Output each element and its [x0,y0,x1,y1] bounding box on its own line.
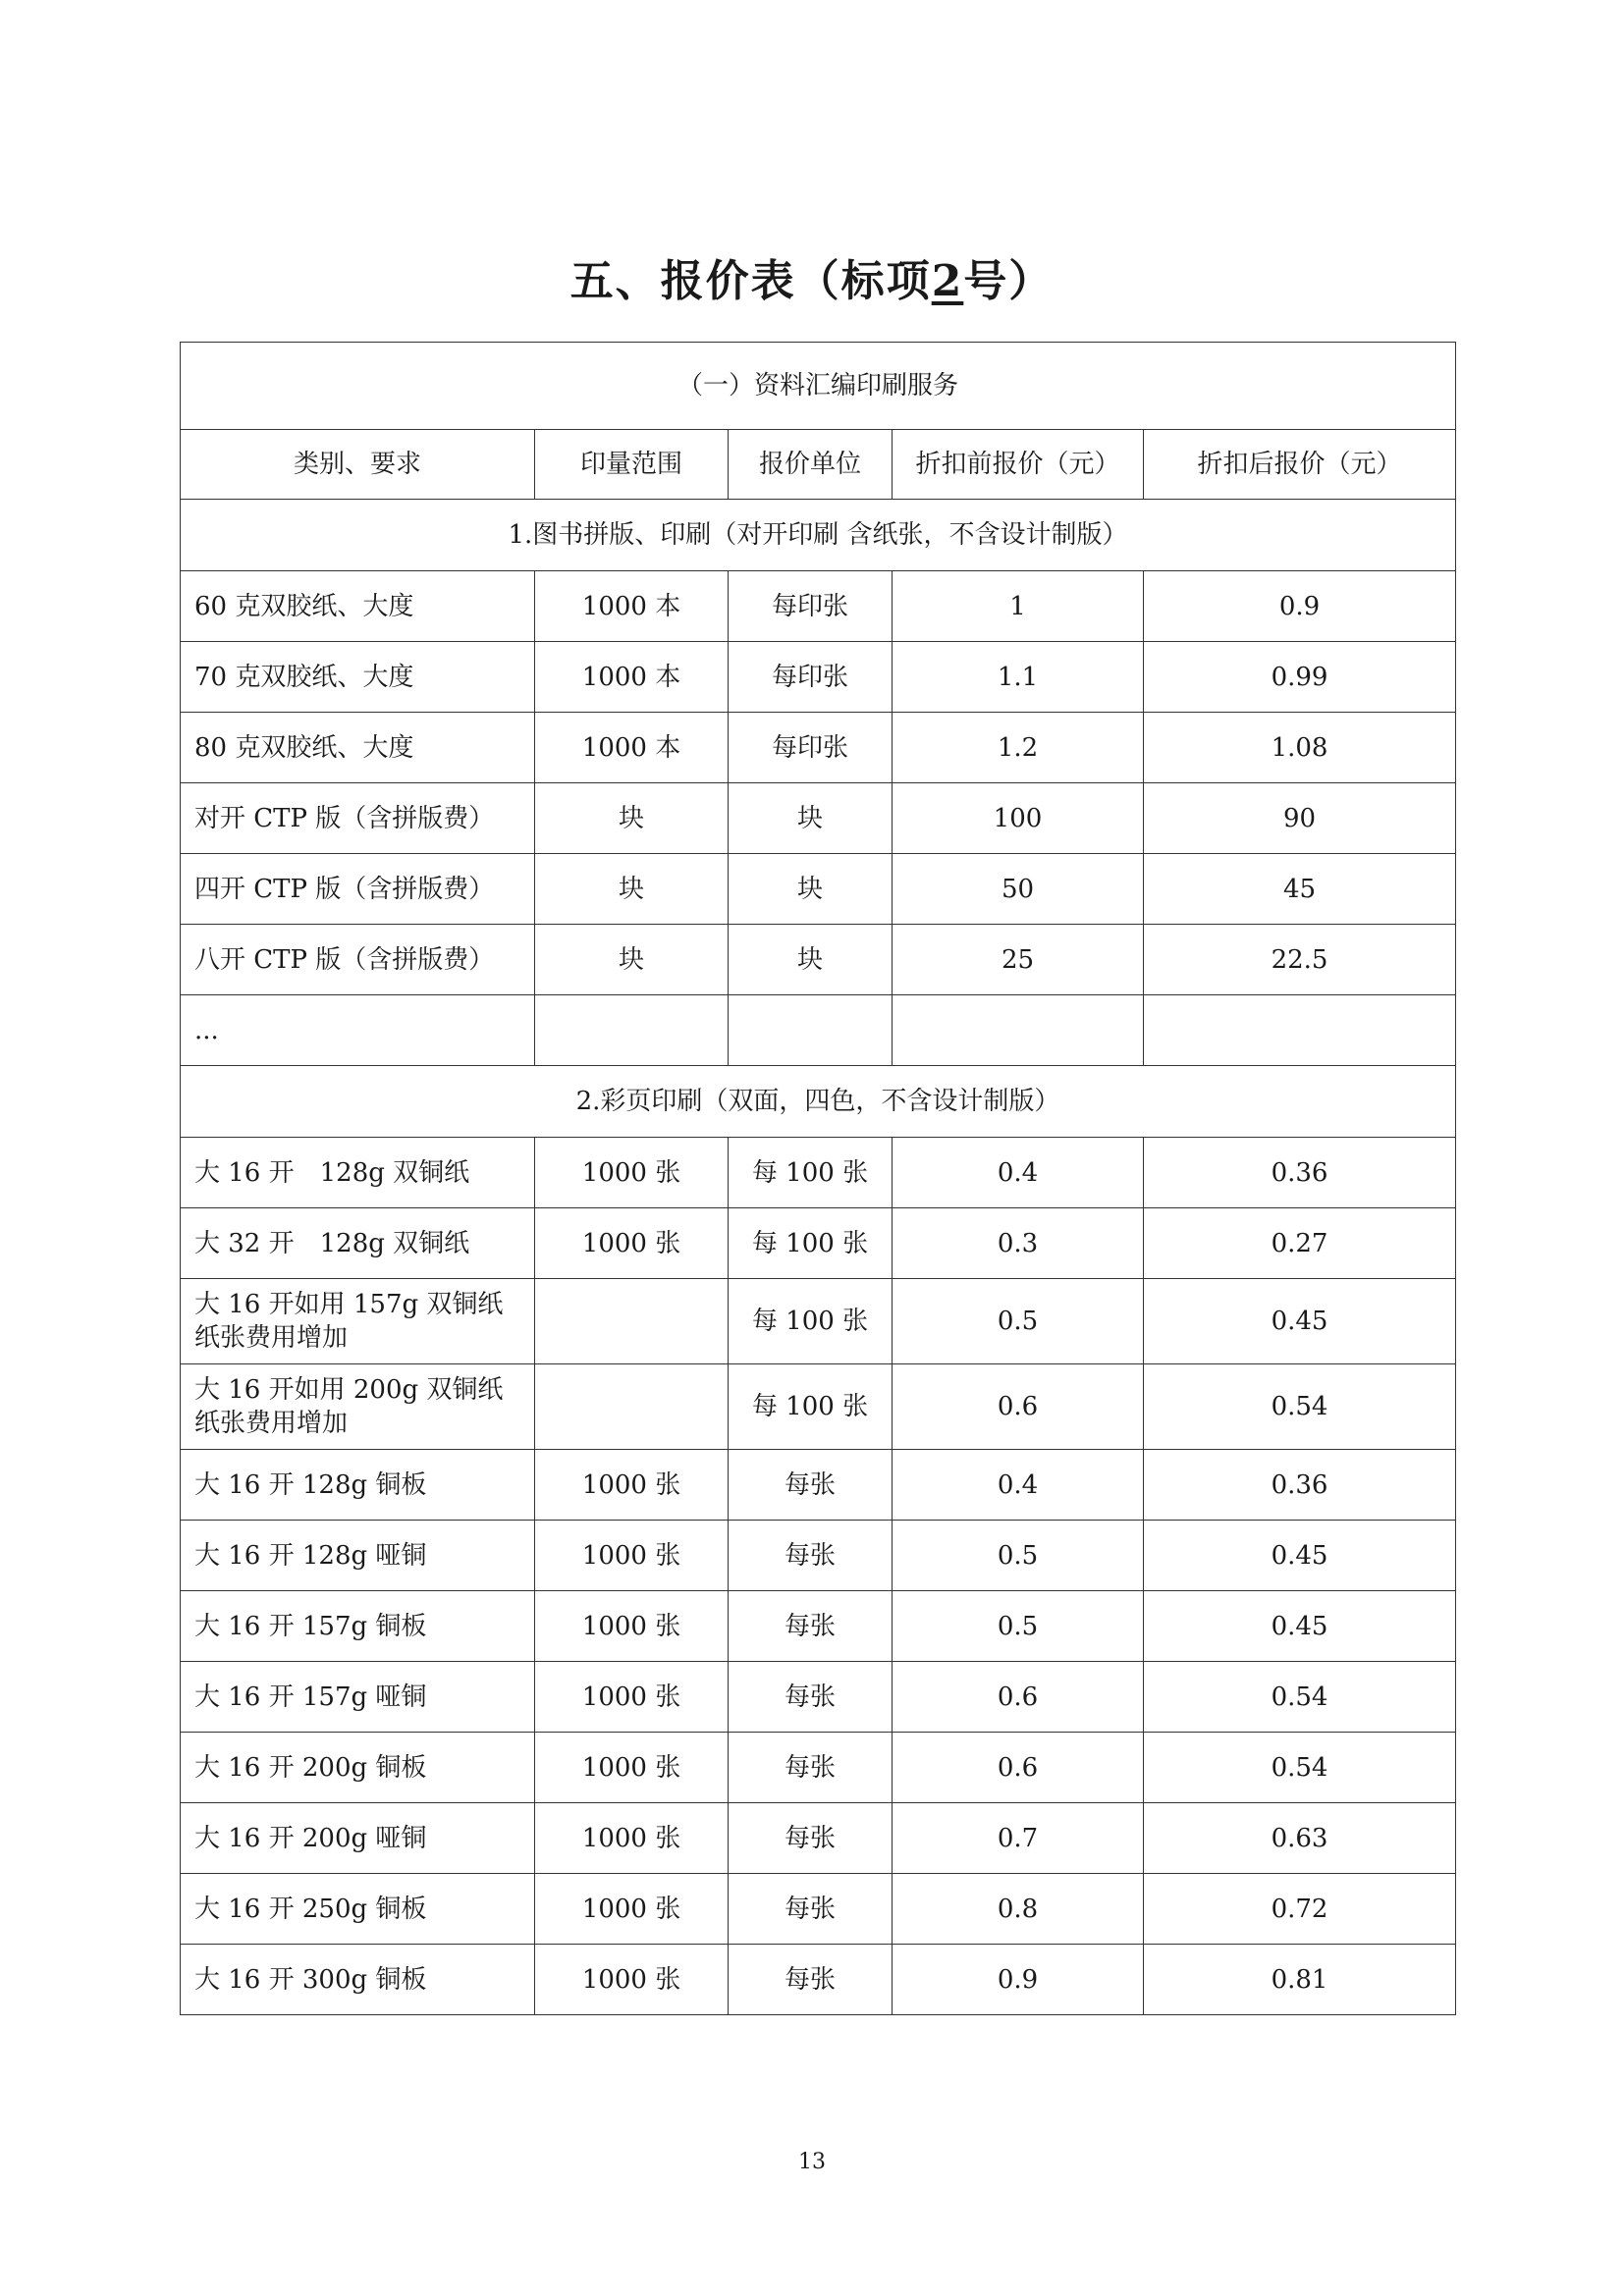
header-quantity: 印量范围 [535,430,729,500]
table-row [181,1591,1456,1662]
cell-quantity: 块 [535,925,729,995]
cell-unit: 每张 [729,1521,893,1591]
table-row [181,995,1456,1066]
cell-unit: 块 [729,925,893,995]
cell-price-before: 0.5 [893,1279,1144,1364]
cell-price-before: 0.6 [893,1733,1144,1803]
cell-unit: 每张 [729,1874,893,1945]
cell-price-after: 0.72 [1144,1874,1456,1945]
table-row [181,1874,1456,1945]
cell-category: 大 16 开 157g 铜板 [181,1591,535,1662]
cell-price-after: 0.54 [1144,1733,1456,1803]
cell-quantity: 1000 张 [535,1450,729,1521]
table-row [181,642,1456,713]
cell-price-after: 0.63 [1144,1803,1456,1874]
quote-table [180,342,1456,2015]
cell-price-before: 1 [893,571,1144,642]
cell-category: 大 16 开如用 157g 双铜纸纸张费用增加 [181,1279,535,1364]
cell-category: 大 16 开 200g 铜板 [181,1733,535,1803]
cell-price-after: 0.45 [1144,1279,1456,1364]
cell-unit: 每印张 [729,713,893,783]
table-row [181,1521,1456,1591]
cell-price-before: 100 [893,783,1144,854]
cell-quantity: 1000 本 [535,713,729,783]
cell-quantity: 1000 本 [535,642,729,713]
cell-quantity: 1000 张 [535,1521,729,1591]
cell-category: 对开 CTP 版（含拼版费） [181,783,535,854]
cell-quantity: 1000 张 [535,1208,729,1279]
cell-price-after: 1.08 [1144,713,1456,783]
cell-category: 大 16 开 128g 哑铜 [181,1521,535,1591]
cell-price-after: 22.5 [1144,925,1456,995]
cell-category: 大 16 开 250g 铜板 [181,1874,535,1945]
cell-price-before: 0.9 [893,1945,1144,2015]
cell-price-before: 0.5 [893,1591,1144,1662]
cell-unit: 每张 [729,1662,893,1733]
group-book-printing: 1.图书拼版、印刷（对开印刷 含纸张，不含设计制版） [181,500,1456,571]
cell-unit: 块 [729,783,893,854]
cell-unit: 每 100 张 [729,1208,893,1279]
cell-price-after: 0.27 [1144,1208,1456,1279]
cell-unit: 每印张 [729,571,893,642]
cell-price-before: 0.4 [893,1138,1144,1208]
title-number: 2 [931,256,964,306]
table-row [181,1803,1456,1874]
cell-price-after: 45 [1144,854,1456,925]
table-row [181,854,1456,925]
cell-price-before: 0.7 [893,1803,1144,1874]
table-row [181,1279,1456,1364]
cell-quantity: 1000 张 [535,1874,729,1945]
cell-price-before: 50 [893,854,1144,925]
cell-unit: 块 [729,854,893,925]
title-prefix: 五、报价表（标项 [569,256,932,306]
cell-price-after: 0.36 [1144,1138,1456,1208]
cell-price-after: 0.9 [1144,571,1456,642]
cell-category: 大 16 开 200g 哑铜 [181,1803,535,1874]
cell-category: 大 16 开 128g 双铜纸 [181,1138,535,1208]
page-number: 13 [798,2150,826,2174]
section-title: （一）资料汇编印刷服务 [181,343,1456,430]
header-unit: 报价单位 [729,430,893,500]
page-title [0,245,1624,308]
cell-price-before: 1.2 [893,713,1144,783]
header-category: 类别、要求 [181,430,535,500]
cell-unit: 每张 [729,1591,893,1662]
cell-unit: 每 100 张 [729,1364,893,1450]
cell-category: 80 克双胶纸、大度 [181,713,535,783]
cell-price-before: 0.5 [893,1521,1144,1591]
cell-category: 大 16 开 300g 铜板 [181,1945,535,2015]
table-row [181,713,1456,783]
cell-quantity: 1000 张 [535,1945,729,2015]
cell-category: 八开 CTP 版（含拼版费） [181,925,535,995]
title-suffix: 号） [963,256,1055,306]
cell-category: ... [181,995,535,1066]
cell-quantity: 1000 张 [535,1803,729,1874]
cell-category: 大 16 开 157g 哑铜 [181,1662,535,1733]
cell-unit: 每张 [729,1803,893,1874]
table-row [181,1138,1456,1208]
cell-price-before [893,995,1144,1066]
cell-quantity: 1000 张 [535,1138,729,1208]
cell-quantity: 1000 张 [535,1733,729,1803]
cell-price-before: 0.6 [893,1662,1144,1733]
cell-quantity [535,995,729,1066]
cell-price-before: 0.4 [893,1450,1144,1521]
table-row [181,1945,1456,2015]
cell-category: 70 克双胶纸、大度 [181,642,535,713]
cell-price-after: 0.45 [1144,1591,1456,1662]
cell-unit [729,995,893,1066]
cell-price-before: 25 [893,925,1144,995]
cell-price-after: 90 [1144,783,1456,854]
cell-quantity [535,1364,729,1450]
cell-category: 四开 CTP 版（含拼版费） [181,854,535,925]
table-row [181,1662,1456,1733]
table-row [181,1450,1456,1521]
cell-unit: 每张 [729,1945,893,2015]
cell-price-after [1144,995,1456,1066]
cell-unit: 每 100 张 [729,1138,893,1208]
cell-price-after: 0.99 [1144,642,1456,713]
cell-category: 大 16 开 128g 铜板 [181,1450,535,1521]
group-color-printing: 2.彩页印刷（双面，四色，不含设计制版） [181,1066,1456,1138]
cell-category: 大 16 开如用 200g 双铜纸纸张费用增加 [181,1364,535,1450]
cell-price-before: 1.1 [893,642,1144,713]
cell-quantity [535,1279,729,1364]
cell-unit: 每印张 [729,642,893,713]
cell-price-after: 0.45 [1144,1521,1456,1591]
cell-quantity: 1000 张 [535,1662,729,1733]
table-row [181,783,1456,854]
cell-quantity: 块 [535,854,729,925]
table-row [181,1208,1456,1279]
table-row [181,925,1456,995]
table-row [181,1733,1456,1803]
cell-quantity: 块 [535,783,729,854]
cell-price-after: 0.36 [1144,1450,1456,1521]
cell-price-after: 0.81 [1144,1945,1456,2015]
cell-price-after: 0.54 [1144,1364,1456,1450]
table-row [181,1364,1456,1450]
header-price-after: 折扣后报价（元） [1144,430,1456,500]
cell-price-after: 0.54 [1144,1662,1456,1733]
cell-unit: 每 100 张 [729,1279,893,1364]
cell-price-before: 0.8 [893,1874,1144,1945]
cell-price-before: 0.3 [893,1208,1144,1279]
header-price-before: 折扣前报价（元） [893,430,1144,500]
cell-quantity: 1000 本 [535,571,729,642]
cell-unit: 每张 [729,1450,893,1521]
cell-category: 60 克双胶纸、大度 [181,571,535,642]
cell-price-before: 0.6 [893,1364,1144,1450]
cell-category: 大 32 开 128g 双铜纸 [181,1208,535,1279]
cell-quantity: 1000 张 [535,1591,729,1662]
table-row [181,571,1456,642]
cell-unit: 每张 [729,1733,893,1803]
